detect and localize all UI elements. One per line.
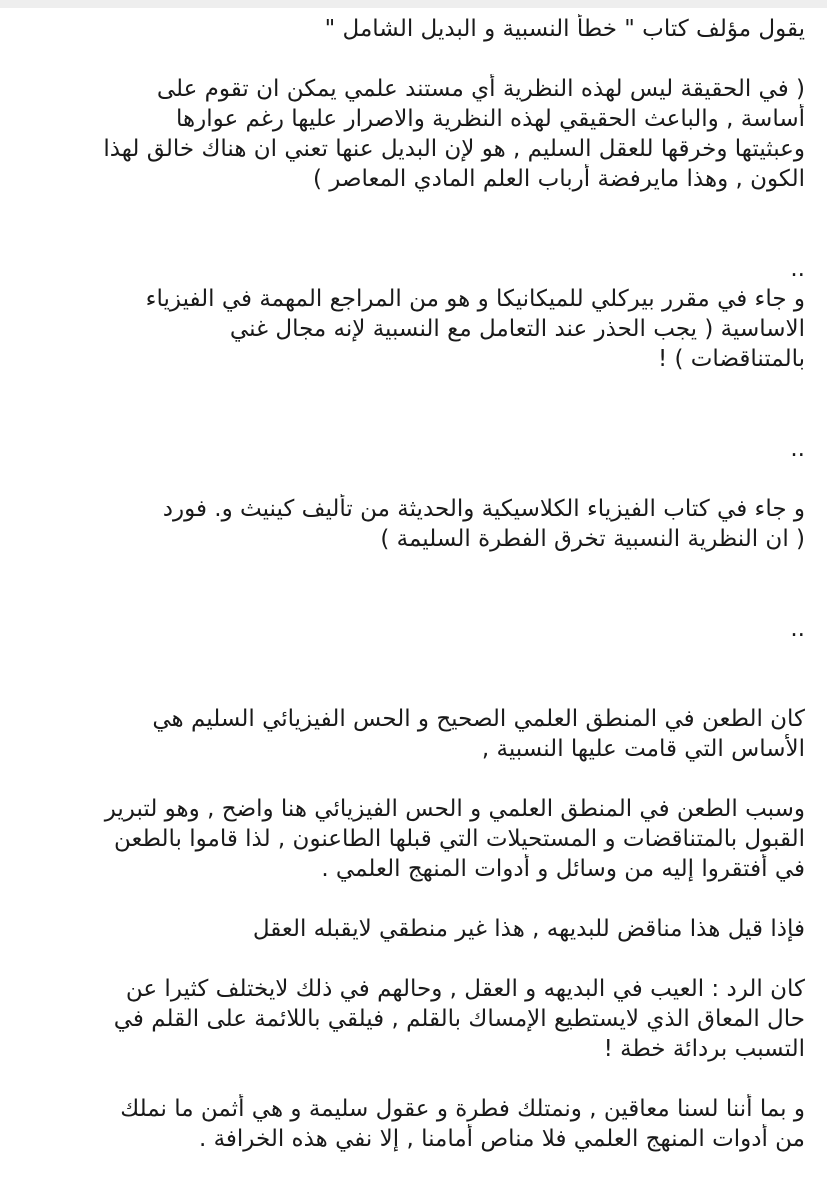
text-line: وعبثيتها وخرقها للعقل السليم , هو لإن البديل عنها تعني ان هناك خالق لهذا [103, 136, 805, 162]
text-line: حال المعاق الذي لايستطيع الإمساك بالقلم , فيلقي باللائمة على القلم في [113, 1006, 805, 1032]
text-line: الأساس التي قامت عليها النسبية , [481, 736, 805, 762]
text-line: و جاء في كتاب الفيزياء الكلاسيكية والحديثة من تأليف كينيث و. فورد [162, 496, 805, 522]
blank-line [20, 884, 805, 914]
text-line: في أفتقروا إليه من وسائل و أدوات المنهج العلمي . [321, 856, 805, 882]
blank-line [20, 644, 805, 674]
blank-line [20, 944, 805, 974]
separator-dots: .. [790, 436, 805, 462]
text-line: الكون , وهذا مايرفضة أرباب العلم المادي المعاصر ) [313, 166, 805, 192]
text-line: من أدوات المنهج العلمي فلا مناص أمامنا , إلا نفي هذه الخرافة . [198, 1126, 805, 1152]
blank-line [20, 674, 805, 704]
top-edge-strip [0, 0, 827, 8]
blank-line [20, 464, 805, 494]
text-line: و بما أننا لسنا معاقين , ونمتلك فطرة و عقول سليمة و هي أثمن ما نملك [120, 1096, 805, 1122]
text-line: و جاء في مقرر بيركلي للميكانيكا و هو من المراجع المهمة في الفيزياء [145, 286, 805, 312]
separator-dots: .. [790, 256, 805, 282]
text-line: أساسة , والباعث الحقيقي لهذه النظرية والاصرار عليها رغم عوارها [175, 106, 805, 132]
text-line: فإذا قيل هذا مناقض للبديهه , هذا غير منطقي لايقبله العقل [252, 916, 805, 942]
blank-line [20, 764, 805, 794]
text-line: الاساسية ( يجب الحذر عند التعامل مع النسبية لإنه مجال غني [229, 316, 805, 342]
text-line: يقول مؤلف كتاب " خطأ النسبية و البديل الشامل " [324, 16, 805, 42]
text-line: كان الطعن في المنطق العلمي الصحيح و الحس الفيزيائي السليم هي [152, 706, 805, 732]
blank-line [20, 44, 805, 74]
separator-dots: .. [790, 616, 805, 642]
text-line: كان الرد : العيب في البديهه و العقل , وحالهم في ذلك لايختلف كثيرا عن [125, 976, 805, 1002]
text-line: وسبب الطعن في المنطق العلمي و الحس الفيزيائي هنا واضح , وهو لتبرير [104, 796, 805, 822]
text-line: القبول بالمتناقضات و المستحيلات التي قبلها الطاعنون , لذا قاموا بالطعن [114, 826, 805, 852]
blank-line [20, 224, 805, 254]
blank-line [20, 1064, 805, 1094]
text-line: ( في الحقيقة ليس لهذه النظرية أي مستند علمي يمكن ان تقوم على [156, 76, 805, 102]
blank-line [20, 584, 805, 614]
blank-line [20, 404, 805, 434]
document-text [0, 8, 827, 1200]
text-line: بالمتناقضات ) ! [657, 346, 805, 372]
text-line: التسبب بردائة خطة ! [603, 1036, 805, 1062]
blank-line [20, 554, 805, 584]
text-line: ( ان النظرية النسبية تخرق الفطرة السليمة ) [380, 526, 805, 552]
blank-line [20, 194, 805, 224]
blank-line [20, 374, 805, 404]
